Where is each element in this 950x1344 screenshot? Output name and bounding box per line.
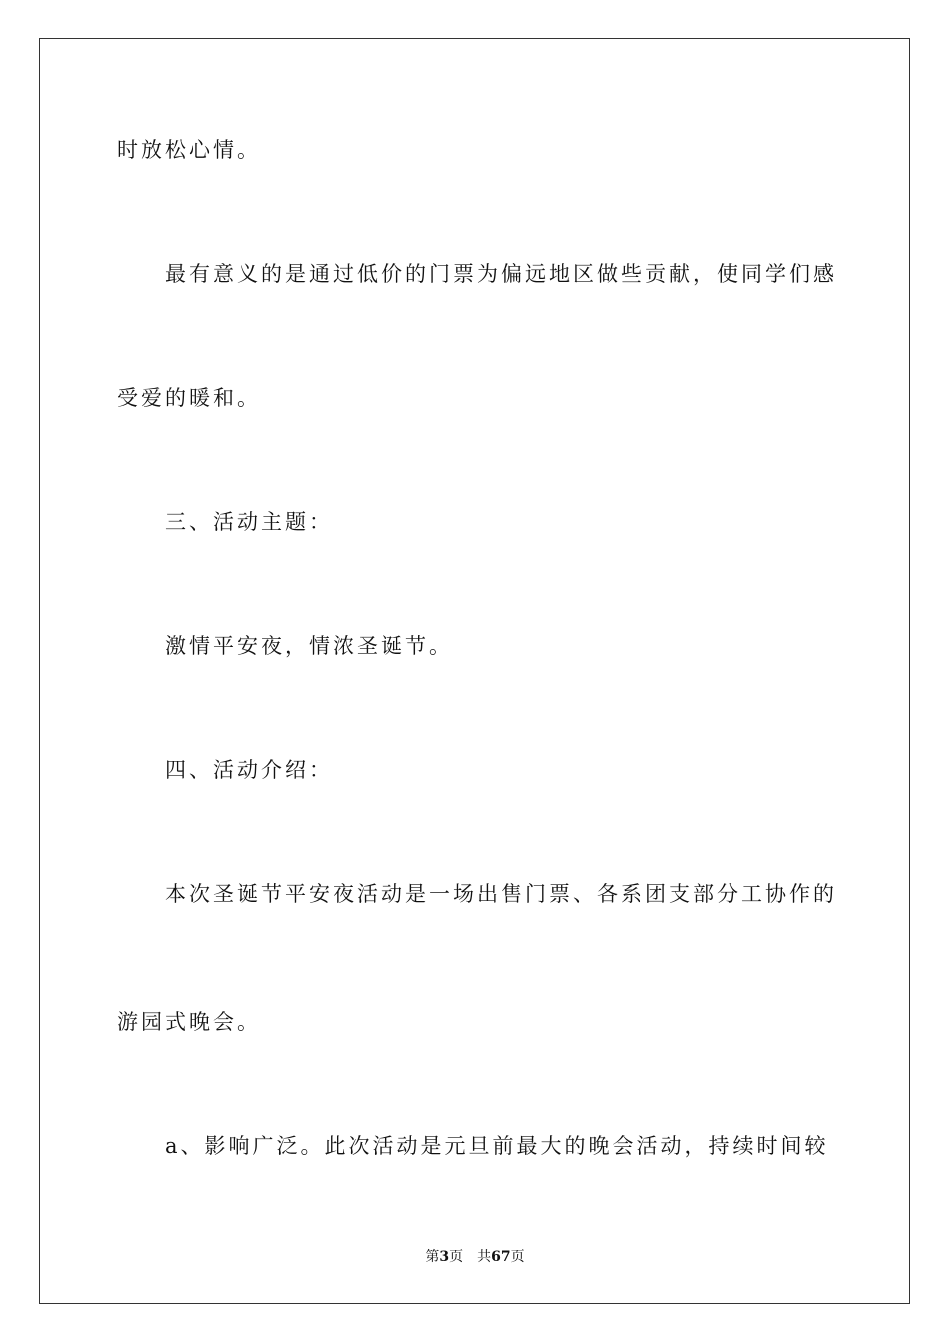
body-text-line: a、影响广泛。此次活动是元旦前最大的晚会活动，持续时间较 <box>165 1134 829 1158</box>
page-number: 3 <box>439 1249 450 1265</box>
body-text-line: 受爱的暖和。 <box>117 386 261 410</box>
page-prefix: 第 <box>425 1249 440 1265</box>
total-pages: 67 <box>491 1249 511 1265</box>
body-text-line: 游园式晚会。 <box>117 1010 261 1034</box>
body-text-line: 本次圣诞节平安夜活动是一场出售门票、各系团支部分工协作的 <box>165 882 837 906</box>
section-heading: 三、活动主题： <box>165 510 333 534</box>
body-text-line: 最有意义的是通过低价的门票为偏远地区做些贡献，使同学们感 <box>165 262 837 286</box>
body-text-line: 时放松心情。 <box>117 138 261 162</box>
page-suffix: 页 <box>449 1249 464 1265</box>
page-footer <box>0 1248 950 1266</box>
body-text-line: 激情平安夜，情浓圣诞节。 <box>165 634 453 658</box>
total-suffix: 页 <box>510 1249 525 1265</box>
total-prefix: 共 <box>477 1249 492 1265</box>
page-border <box>39 38 910 1304</box>
section-heading: 四、活动介绍： <box>165 758 333 782</box>
